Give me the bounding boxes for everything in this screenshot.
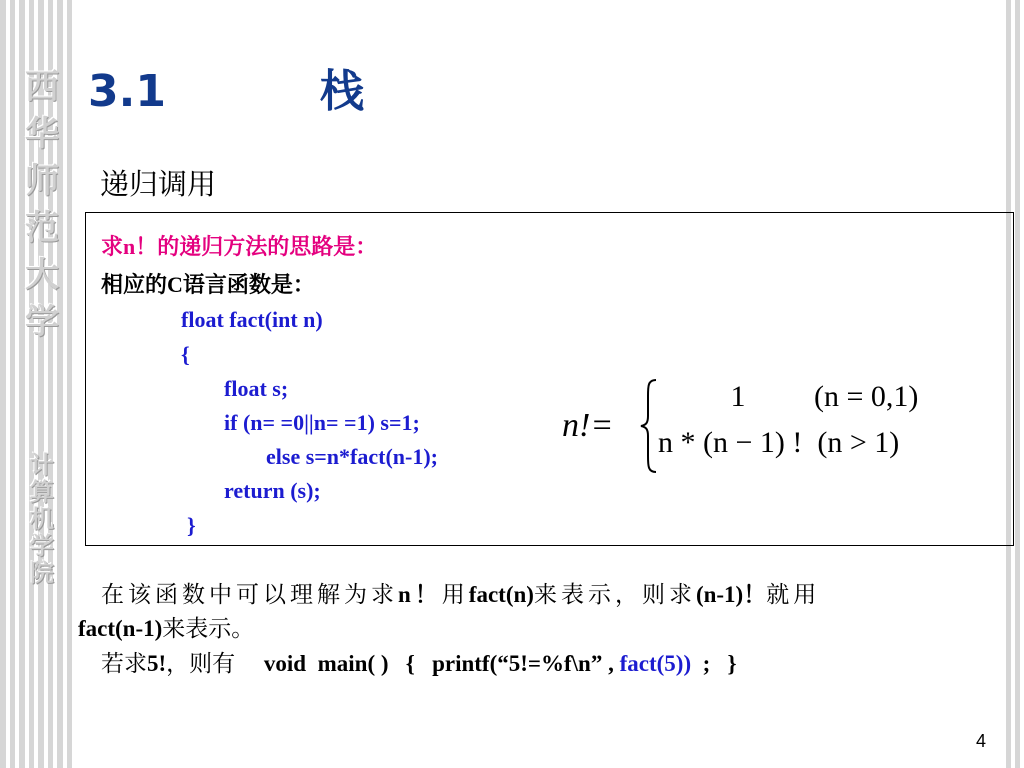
code-line-2: { xyxy=(181,342,190,367)
case-1-condition: (n = 0,1) xyxy=(814,380,919,413)
code-line-5: else s=n*fact(n-1); xyxy=(266,444,438,469)
page-title xyxy=(88,62,364,122)
page-number: 4 xyxy=(976,731,987,751)
formula-case-2 xyxy=(658,426,899,460)
box-intro: 相应的C语言函数是： xyxy=(101,272,315,297)
formula-case-1 xyxy=(662,380,918,414)
code-line-4: if (n= =0||n= =1) s=1; xyxy=(224,410,420,435)
case-2-value: n * (n − 1) ! xyxy=(658,426,803,459)
case-2-condition: (n > 1) xyxy=(817,426,900,459)
college-name: 计 算 机 学 院 xyxy=(30,451,54,587)
section-title: 栈 xyxy=(320,66,364,117)
code-line-1: float fact(int n) xyxy=(181,307,323,332)
code-line-3: float s; xyxy=(224,376,289,401)
case-1-value: 1 xyxy=(730,380,746,413)
code-line-6: return (s); xyxy=(224,478,321,503)
subtitle: 递归调用 xyxy=(100,167,217,201)
formula-lhs: n!= xyxy=(562,407,614,444)
section-number: 3.1 xyxy=(88,66,166,117)
school-name: 西 华 师 范 大 学 xyxy=(25,67,59,342)
paragraph-line-1: 在该函数中可以理解为求n！用fact(n)来表示，则求(n-1)！就用 xyxy=(101,582,821,607)
box-heading: 求n！的递归方法的思路是： xyxy=(101,234,378,259)
left-brace-icon xyxy=(640,378,658,474)
code-line-7: } xyxy=(187,513,196,538)
factorial-formula xyxy=(562,376,1012,476)
paragraph-line-3: 若求5!，则有 void main( ) { printf(“5!=%f\n” , fact(5)) ; } xyxy=(101,651,737,676)
paragraph-line-2: fact(n-1)来表示。 xyxy=(78,616,255,641)
